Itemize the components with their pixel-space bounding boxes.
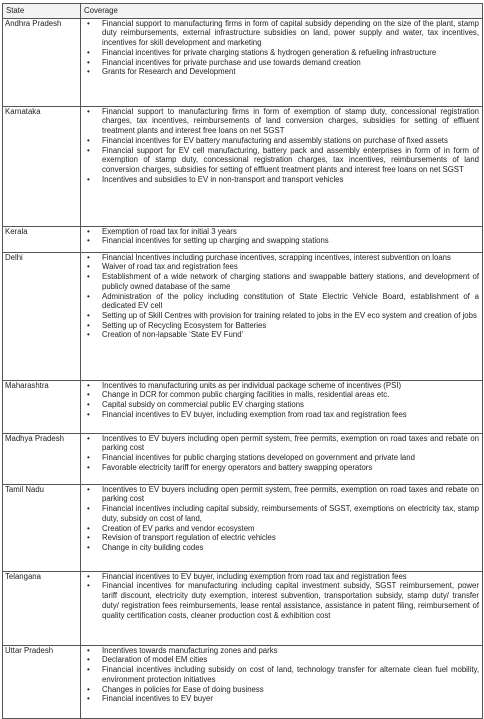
state-cell: Andhra Pradesh	[3, 18, 81, 106]
coverage-cell	[81, 645, 483, 718]
state-cell: Uttar Pradesh	[3, 645, 81, 718]
coverage-list	[83, 572, 479, 621]
coverage-item: • Financial incentives for public charging stations developed on government and private land	[83, 453, 479, 463]
table-header-row	[3, 4, 483, 19]
coverage-cell	[81, 106, 483, 226]
coverage-item: • Financial incentives to EV buyer, including exemption from road tax and registration fees	[83, 572, 479, 582]
coverage-list	[83, 19, 479, 77]
state-cell: Telangana	[3, 571, 81, 645]
coverage-item: • Financial incentives for setting up charging and swapping stations	[83, 236, 479, 246]
coverage-cell	[81, 571, 483, 645]
coverage-item: • Incentives and subsidies to EV in non-transport and transport vehicles	[83, 175, 479, 185]
table-row	[3, 252, 483, 380]
coverage-list	[83, 434, 479, 473]
coverage-item: • Financial support to manufacturing firms in form of exemption of stamp duty, concessional registration charges, tax incentives, reimbursements of land conversion charges, subsidies for setting of effluent treatment plants and interest free loans on net SGST	[83, 107, 479, 136]
coverage-cell	[81, 252, 483, 380]
header-state: State	[3, 4, 81, 19]
coverage-list	[83, 107, 479, 185]
coverage-item: • Financial incentives to EV buyer, including exemption from road tax and registration fees	[83, 410, 479, 420]
coverage-cell	[81, 18, 483, 106]
coverage-cell	[81, 484, 483, 571]
table-row	[3, 226, 483, 252]
state-cell: Delhi	[3, 252, 81, 380]
coverage-list	[83, 227, 479, 246]
coverage-item: • Creation of non-lapsable ‘State EV Fund’	[83, 330, 479, 340]
coverage-item: • Incentives to EV buyers including open permit system, free permits, exemption on road taxes and rebate on parking cost	[83, 434, 479, 453]
coverage-list	[83, 381, 479, 420]
coverage-item: • Financial incentives to EV buyer	[83, 694, 479, 704]
coverage-item: • Setting up of Recycling Ecosystem for Batteries	[83, 321, 479, 331]
table-row	[3, 571, 483, 645]
coverage-item: • Incentives towards manufacturing zones and parks	[83, 646, 479, 656]
coverage-item: • Changes in policies for Ease of doing business	[83, 685, 479, 695]
coverage-item: • Financial Incentives including purchase incentives, scrapping incentives, interest subvention on loans	[83, 253, 479, 263]
ev-policy-table	[2, 3, 483, 719]
table-row	[3, 380, 483, 433]
coverage-item: • Change in city building codes	[83, 543, 479, 553]
coverage-cell	[81, 226, 483, 252]
coverage-cell	[81, 380, 483, 433]
state-cell: Maharashtra	[3, 380, 81, 433]
coverage-item: • Capital subsidy on commercial public EV charging stations	[83, 400, 479, 410]
coverage-item: • Declaration of model EM cities	[83, 655, 479, 665]
header-coverage: Coverage	[81, 4, 483, 19]
coverage-item: • Establishment of a wide network of charging stations and swappable battery stations, and development of publicly owned database of the same	[83, 272, 479, 291]
coverage-item: • Financial incentives for EV battery manufacturing and assembly stations on purchase of fixed assets	[83, 136, 479, 146]
coverage-list	[83, 485, 479, 553]
table-row	[3, 484, 483, 571]
coverage-item: • Setting up of Skill Centres with provision for training related to jobs in the EV eco system and creation of jobs	[83, 311, 479, 321]
coverage-item: • Financial incentives for private purchase and use towards demand creation	[83, 58, 479, 68]
coverage-item: • Incentives to EV buyers including open permit system, free permits, exemption on road taxes and rebate on parking cost	[83, 485, 479, 504]
table-row	[3, 645, 483, 718]
table-row	[3, 18, 483, 106]
coverage-item: • Financial incentives for manufacturing including capital investment subsidy, SGST reimbursement, power tariff discount, electricity duty exemption, interest subvention, transportation subsidy, stamp duty/ transfer duty/ registration fees reimbursements, lease rental assistance, assistance in patent filing, reimbursement of quality certification costs, cleaner production cost & exhibition cost	[83, 581, 479, 620]
coverage-item: • Incentives to manufacturing units as per individual package scheme of incentives (PSI)	[83, 381, 479, 391]
coverage-item: • Exemption of road tax for initial 3 years	[83, 227, 479, 237]
state-cell: Madhya Pradesh	[3, 433, 81, 484]
coverage-item: • Administration of the policy including constitution of State Electric Vehicle Board, establishment of a dedicated EV cell	[83, 292, 479, 311]
coverage-list	[83, 253, 479, 340]
coverage-item: • Favorable electricity tariff for energy operators and battery swapping operators	[83, 463, 479, 473]
coverage-item: • Waiver of road tax and registration fees	[83, 262, 479, 272]
state-cell: Kerala	[3, 226, 81, 252]
coverage-item: • Change in DCR for common public charging facilities in malls, residential areas etc.	[83, 390, 479, 400]
coverage-item: • Revision of transport regulation of electric vehicles	[83, 533, 479, 543]
table-row	[3, 433, 483, 484]
coverage-item: • Financial incentives including subsidy on cost of land, technology transfer for alternate clean fuel mobility, environment protection initiatives	[83, 665, 479, 684]
coverage-item: • Financial incentives for private charging stations & hydrogen generation & refueling infrastructure	[83, 48, 479, 58]
table-row	[3, 106, 483, 226]
coverage-item: • Financial support for EV cell manufacturing, battery pack and assembly enterprises in form of in form of exemption of stamp duty, concessional registration charges, tax incentives, reimbursements of land conversion charges, subsidies for setting of effluent treatment plants and interest free loans on net SGST	[83, 146, 479, 175]
coverage-item: • Grants for Research and Development	[83, 67, 479, 77]
coverage-item: • Creation of EV parks and vendor ecosystem	[83, 524, 479, 534]
coverage-cell	[81, 433, 483, 484]
coverage-list	[83, 646, 479, 704]
coverage-item: • Financial support to manufacturing firms in form of capital subsidy depending on the size of the plant, stamp duty reimbursements, external infrastructure subsidies on land, power supply and water, tax incentives, incentives for skill development and marketing	[83, 19, 479, 48]
coverage-item: • Financial incentives including capital subsidy, reimbursements of SGST, exemptions on electricity tax, stamp duty, subsidy on cost of land,	[83, 504, 479, 523]
state-cell: Tamil Nadu	[3, 484, 81, 571]
state-cell: Karnataka	[3, 106, 81, 226]
